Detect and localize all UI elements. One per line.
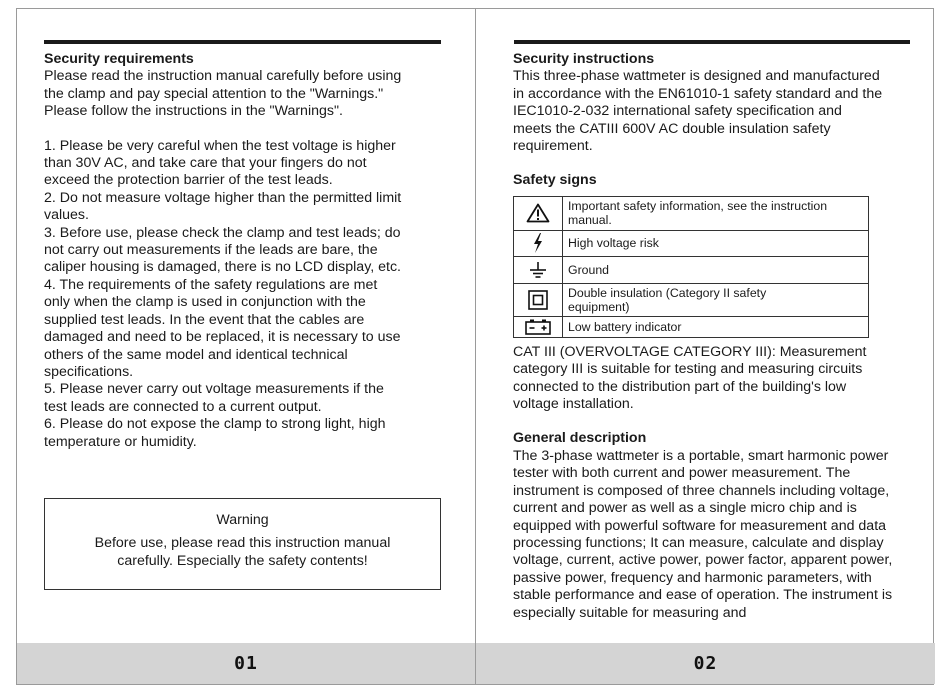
warning-line: carefully. Especially the safety contents! (117, 552, 368, 569)
page-footer (476, 643, 935, 684)
general-line: especially suitable for measuring and (513, 604, 747, 621)
table-row (514, 196, 869, 230)
cat-line: category III is suitable for testing and measuring circuits (513, 361, 863, 378)
intro-line: Please read the instruction manual carefully before using (44, 68, 402, 85)
signs-heading: Safety signs (513, 172, 597, 189)
battery-icon (514, 316, 563, 337)
general-line: tester with both current and power measurement. The (513, 465, 851, 482)
warning-line: Before use, please read this instruction manual (94, 535, 391, 552)
top-rule (514, 40, 910, 44)
warning-triangle-icon (514, 196, 563, 230)
general-line: equipped with powerful software for measurement and data (513, 517, 887, 534)
intro-line: This three-phase wattmeter is designed and manufactured (513, 68, 880, 85)
cat-line: CAT III (OVERVOLTAGE CATEGORY III): Measurement (513, 343, 867, 360)
section-heading: Security requirements (44, 51, 194, 67)
table-row (514, 283, 869, 316)
item-line: than 30V AC, and take care that your fingers do not (44, 155, 367, 172)
item-line: not carry out measurements if the leads are bare, the (44, 242, 378, 259)
item-line: test leads are connected to a current output. (44, 398, 322, 415)
sign-description: Double insulation (Category II safety equipment) (563, 283, 869, 316)
sign-description: High voltage risk (563, 230, 869, 256)
general-line: The 3-phase wattmeter is a portable, smart harmonic power (513, 447, 889, 464)
left-content (44, 51, 444, 451)
item-line: caliper housing is damaged, there is no LCD display, etc. (44, 259, 401, 276)
item-line: 3. Before use, please check the clamp and test leads; do (44, 224, 401, 241)
general-line: passive power, frequency and harmonic parameters, with (513, 569, 872, 586)
page-number: 02 (693, 653, 718, 674)
manual-spread (16, 8, 934, 685)
sign-description: Low battery indicator (563, 316, 869, 337)
page-number: 01 (234, 653, 258, 674)
safety-signs-table (513, 196, 869, 338)
warning-title: Warning (216, 512, 269, 528)
intro-line: requirement. (513, 138, 593, 155)
intro-line: meets the CATIII 600V AC double insulation safety (513, 120, 831, 137)
ground-icon (514, 256, 563, 283)
table-row (514, 256, 869, 283)
table-row (514, 316, 869, 337)
left-page (17, 9, 476, 684)
item-line: 1. Please be very careful when the test voltage is higher (44, 137, 396, 154)
item-line: specifications. (44, 363, 134, 380)
page-footer (17, 643, 475, 684)
right-content (513, 51, 918, 622)
table-row (514, 230, 869, 256)
item-line: values. (44, 207, 89, 224)
top-rule (44, 40, 441, 44)
item-line: temperature or humidity. (44, 433, 197, 450)
item-line: exceed the protection barrier of the test leads. (44, 172, 333, 189)
sign-description: Ground (563, 256, 869, 283)
general-line: voltage, current, active power, power factor, apparent power, (513, 552, 893, 569)
general-heading: General description (513, 430, 647, 447)
item-line: others of the same model and identical technical (44, 346, 348, 363)
right-page (476, 9, 935, 684)
double-insulation-icon (514, 283, 563, 316)
intro-line: in accordance with the EN61010-1 safety standard and the (513, 85, 883, 102)
item-line: 4. The requirements of the safety regulations are met (44, 276, 378, 293)
cat-line: connected to the distribution part of the building's low (513, 378, 847, 395)
general-line: instrument is composed of three channels including voltage, (513, 482, 890, 499)
high-voltage-icon (514, 230, 563, 256)
cat-line: voltage installation. (513, 396, 634, 413)
item-line: damaged and need to be replaced, it is necessary to use (44, 329, 401, 346)
intro-line: IEC1010-2-032 international safety specification and (513, 103, 842, 120)
sign-description: Important safety information, see the instruction manual. (563, 196, 869, 230)
general-line: current and power as well as a single micro chip and is (513, 500, 857, 517)
item-line: 2. Do not measure voltage higher than the permitted limit (44, 189, 402, 206)
general-line: stable performance and ease of operation. The instrument is (513, 587, 893, 604)
item-line: 5. Please never carry out voltage measurements if the (44, 381, 384, 398)
item-line: 6. Please do not expose the clamp to strong light, high (44, 416, 386, 433)
general-line: processing functions; It can measure, calculate and display (513, 534, 884, 551)
item-line: only when the clamp is used in conjunction with the (44, 294, 366, 311)
item-line: supplied test leads. In the event that the cables are (44, 311, 365, 328)
intro-line: Please follow the instructions in the "Warnings". (44, 103, 343, 120)
section-heading: Security instructions (513, 51, 655, 67)
warning-box (44, 498, 441, 590)
intro-line: the clamp and pay special attention to the "Warnings." (44, 85, 384, 102)
